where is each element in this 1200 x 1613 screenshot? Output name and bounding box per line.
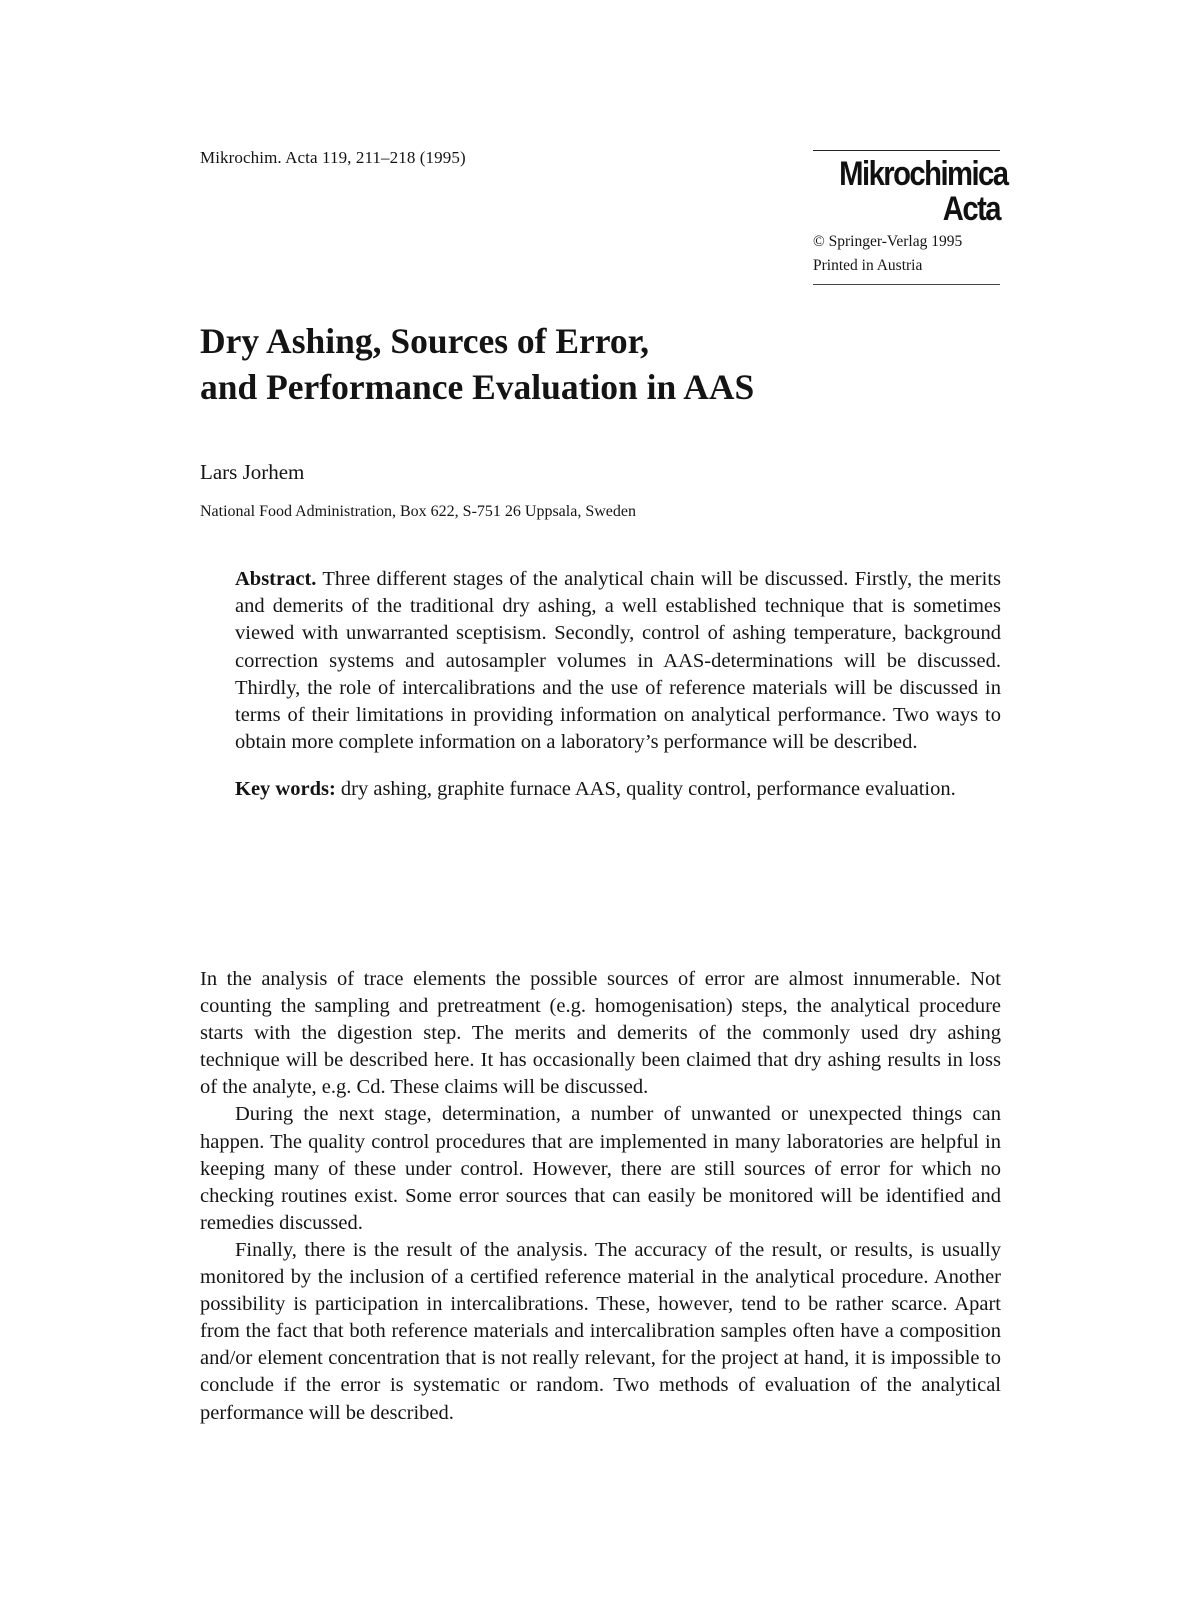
printed-in-notice: Printed in Austria bbox=[813, 257, 923, 274]
article-title-line1: Dry Ashing, Sources of Error, bbox=[200, 321, 650, 361]
author-name: Lars Jorhem bbox=[200, 460, 305, 484]
journal-box-bottom-rule bbox=[813, 284, 1000, 285]
abstract-text: Three different stages of the analytical chain will be discussed. Firstly, the merits and demerits of the traditional dry ashing, a well established technique that is sometimes viewed with unwarranted sceptisism. Secondly, control of ashing temperature, background correction systems and autosampler volumes in AAS-determinations will be discussed. Thirdly, the role of intercalibrations and the use of reference materials will be discussed in terms of their limitations in providing information on analytical performance. Two ways to obtain more complete information on a laboratory’s performance will be described. bbox=[235, 568, 1001, 754]
keywords-label: Key words: bbox=[235, 778, 336, 801]
keywords-paragraph bbox=[235, 776, 1001, 803]
body-text bbox=[200, 966, 1001, 1427]
journal-box-top-rule bbox=[813, 150, 1000, 151]
abstract-paragraph bbox=[235, 566, 1001, 756]
article-title-line2: and Performance Evaluation in AAS bbox=[200, 367, 755, 407]
journal-logo-line1: Mikrochimica bbox=[839, 155, 1008, 193]
body-paragraph-1: In the analysis of trace elements the possible sources of error are almost innumerable. Not counting the sampling and pretreatment (e.g. homogenisation) steps, the analytical procedure starts with the digestion step. The merits and demerits of the commonly used dry ashing technique will be described here. It has occasionally been claimed that dry ashing results in loss of the analyte, e.g. Cd. These claims will be discussed. bbox=[200, 968, 1001, 1099]
author-affiliation: National Food Administration, Box 622, S-751 26 Uppsala, Sweden bbox=[200, 503, 636, 520]
journal-citation: Mikrochim. Acta 119, 211–218 (1995) bbox=[200, 148, 466, 167]
abstract-label: Abstract. bbox=[235, 568, 317, 590]
copyright-notice: © Springer-Verlag 1995 bbox=[813, 233, 963, 250]
body-paragraph-3: Finally, there is the result of the analysis. The accuracy of the result, or results, is usually monitored by the inclusion of a certified reference material in the analytical procedure. Another possibility is participation in intercalibrations. These, however, tend to be rather scarce. Apart from the fact that both reference materials and intercalibration samples often have a composition and/or element concentration that is not really relevant, for the project at hand, it is impossible to conclude if the error is systematic or random. Two methods of evaluation of the analytical performance will be described. bbox=[200, 1238, 1001, 1424]
abstract-block bbox=[235, 566, 1001, 804]
keywords-text: dry ashing, graphite furnace AAS, quality control, performance evaluation. bbox=[340, 778, 956, 801]
journal-logo-line2: Acta bbox=[942, 190, 1000, 228]
journal-logo bbox=[839, 155, 1008, 228]
article-title bbox=[200, 318, 754, 410]
journal-box bbox=[813, 150, 1008, 285]
body-paragraph-2: During the next stage, determination, a number of unwanted or unexpected things can happen. The quality control procedures that are implemented in many laboratories are helpful in keeping many of these under control. However, there are still sources of error for which no checking routines exist. Some error sources that can easily be monitored will be identified and remedies discussed. bbox=[200, 1103, 1001, 1234]
